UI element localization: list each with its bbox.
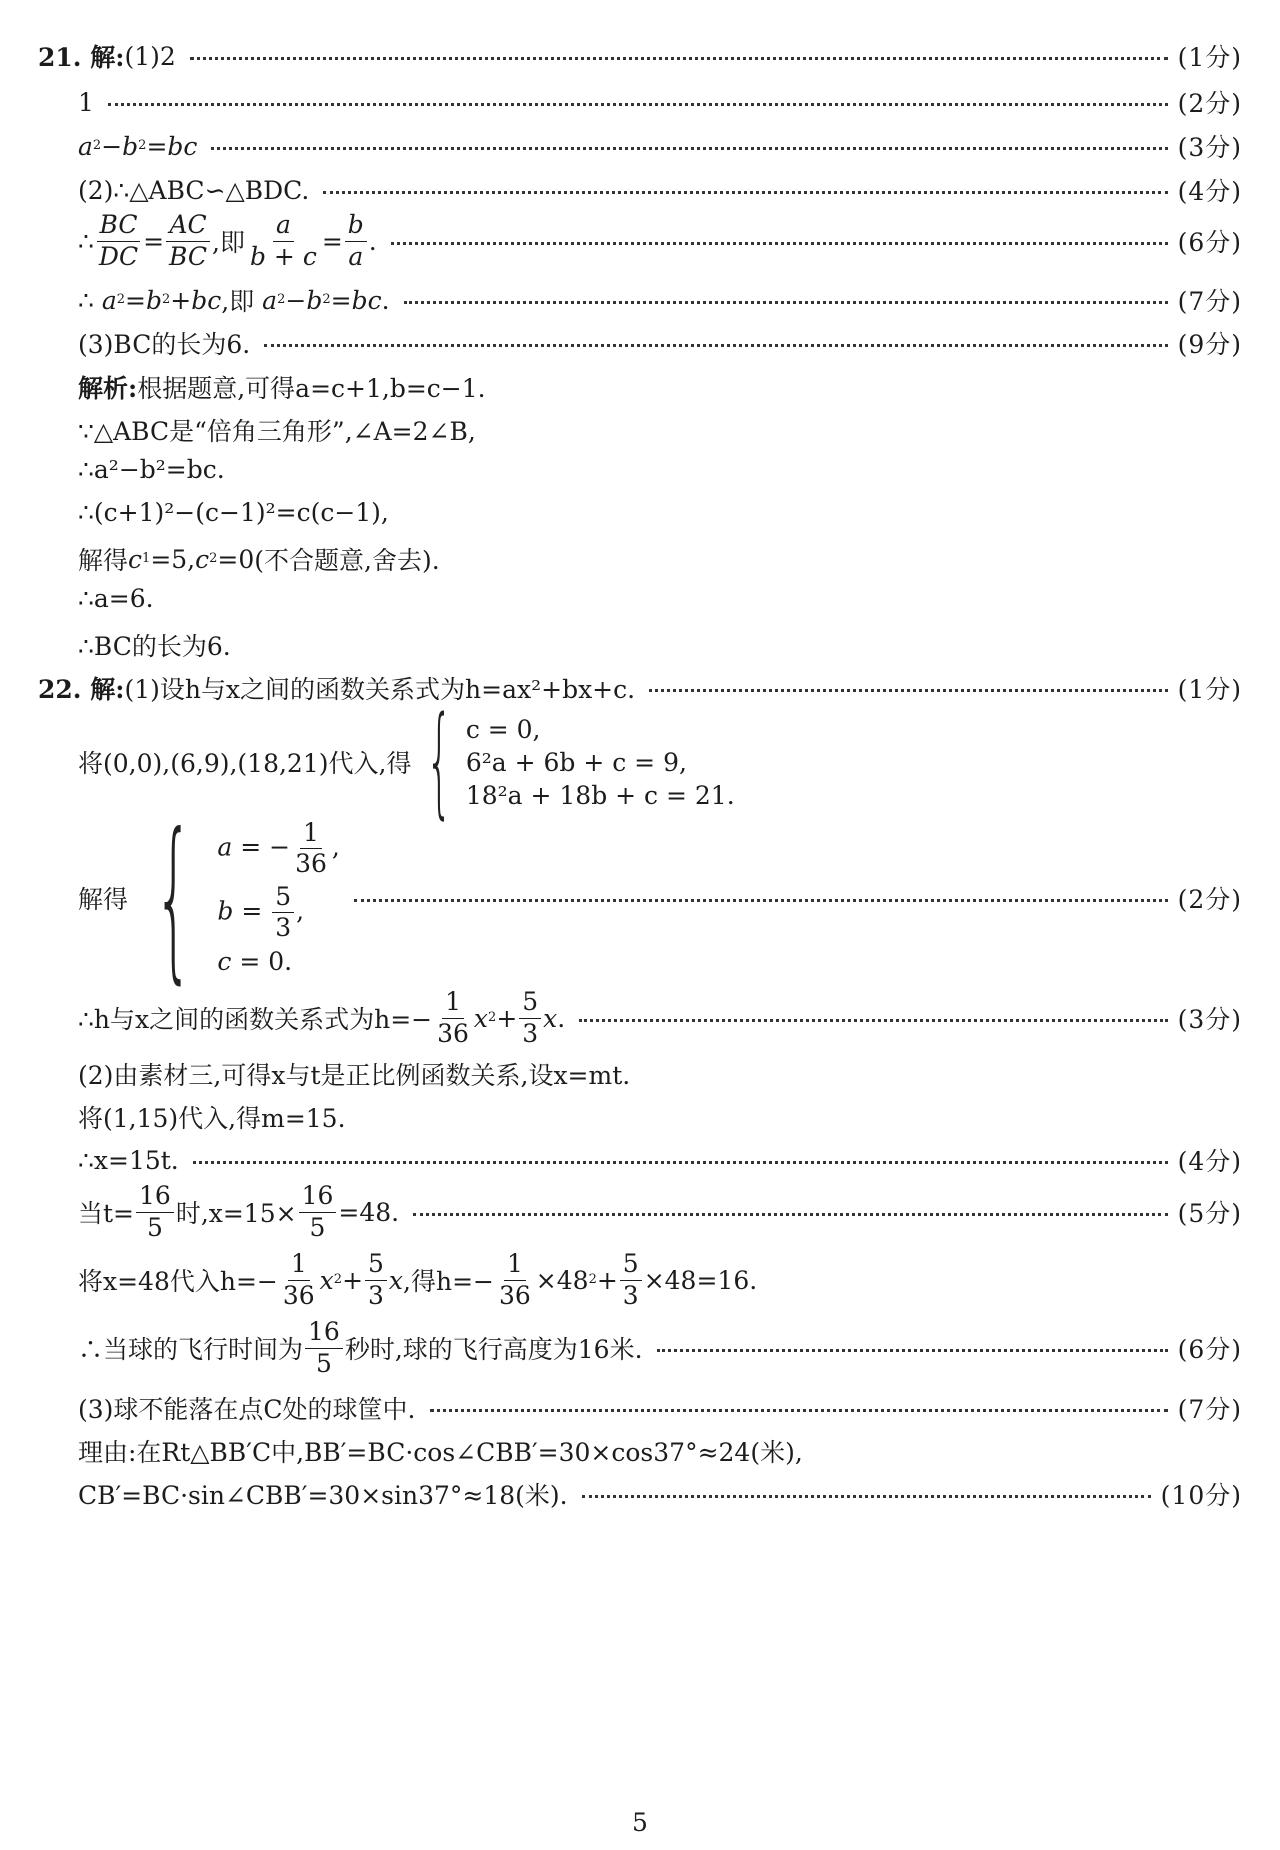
score: (6分) bbox=[1177, 1335, 1242, 1364]
score: (9分) bbox=[1177, 330, 1242, 359]
q21-analysis-6 bbox=[78, 584, 1242, 613]
analysis-text: ∴(c+1)²−(c−1)²=c(c−1), bbox=[78, 498, 389, 527]
score: (2分) bbox=[1177, 89, 1242, 118]
leader-dots bbox=[323, 191, 1167, 194]
q21-l1-text: (1)2 bbox=[124, 41, 176, 71]
leader-dots bbox=[413, 1213, 1167, 1216]
leader-dots bbox=[108, 103, 1168, 106]
score: (2分) bbox=[1177, 885, 1242, 914]
leader-dots bbox=[582, 1495, 1151, 1498]
leader-dots bbox=[430, 1409, 1168, 1412]
leader-dots bbox=[657, 1349, 1168, 1352]
q22-line-6 bbox=[78, 1142, 1242, 1178]
q22-l11-text: 理由:在Rt△BB′C中,BB′=BC·cos∠CBB′=30×cos37°≈24(米), bbox=[78, 1438, 803, 1467]
q21-line-5: ∴ $\frac{BC}{DC}$ = $\frac{AC}{BC}$ ,即 $\frac{a}{b + c}$ = $\frac{b}{a}$ . (6分) bbox=[78, 210, 1242, 271]
leader-dots bbox=[391, 242, 1168, 245]
q21-analysis-3 bbox=[78, 455, 1242, 484]
fraction: $\frac{b}{a}$ bbox=[345, 212, 367, 270]
score: (4分) bbox=[1177, 1147, 1242, 1176]
score: (5分) bbox=[1177, 1199, 1242, 1228]
analysis-text: ∴a²−b²=bc. bbox=[78, 455, 225, 484]
analysis-text: ∴a=6. bbox=[78, 584, 154, 613]
left-brace: { bbox=[426, 692, 453, 831]
left-brace: { bbox=[154, 796, 194, 1000]
equation-system: c = 0, 6²a + 6b + c = 9, 18²a + 18b + c = 21. bbox=[465, 714, 735, 810]
analysis-label: 解析: bbox=[78, 374, 138, 403]
q22-line-7: 当t= $\frac{16}{5}$ 时,x=15× $\frac{16}{5}$ =48. (5分) bbox=[78, 1181, 1242, 1242]
q21-line-3 bbox=[78, 128, 1242, 164]
solution-label: 解得 bbox=[78, 885, 129, 914]
q21-line-7 bbox=[78, 325, 1242, 361]
q21-l4-text: (2)∴△ABC∽△BDC. bbox=[78, 175, 310, 205]
q22-l6-text: ∴x=15t. bbox=[78, 1145, 179, 1175]
leader-dots bbox=[354, 899, 1168, 902]
q21-label: 21. 解: bbox=[38, 43, 125, 72]
q22-line-12 bbox=[78, 1476, 1242, 1512]
q21-analysis-5: 解得 c 1 =5, c 2 =0 (不合题意,舍去). bbox=[78, 544, 440, 575]
q21-analysis-1 bbox=[78, 369, 1242, 405]
analysis-text: 根据题意,可得a=c+1,b=c−1. bbox=[137, 374, 486, 403]
q22-system-1 bbox=[78, 692, 1242, 831]
q21-analysis-2 bbox=[78, 412, 1242, 448]
leader-dots bbox=[579, 1019, 1167, 1022]
score: (1分) bbox=[1177, 43, 1242, 72]
q21-analysis-7 bbox=[78, 627, 1242, 663]
q22-line-3: ∴h与x之间的函数关系式为h=− $\frac{1}{36}$ x 2 + $\frac{5}{3}$ x . (3分) bbox=[78, 987, 1242, 1048]
q22-line-10 bbox=[78, 1390, 1242, 1426]
q21-line-2 bbox=[78, 84, 1242, 120]
leader-dots bbox=[264, 344, 1167, 347]
score: (6分) bbox=[1177, 228, 1242, 257]
fraction: $\frac{BC}{DC}$ bbox=[96, 212, 141, 270]
q21-l7-text: (3)BC的长为6. bbox=[78, 330, 251, 359]
score: (7分) bbox=[1177, 287, 1242, 316]
q21-analysis-4 bbox=[78, 498, 1242, 527]
q22-l12-text: CB′=BC·sin∠CBB′=30×sin37°≈18(米). bbox=[78, 1481, 568, 1510]
q21-line-6 bbox=[78, 282, 1242, 318]
q22-line-11 bbox=[78, 1433, 1242, 1469]
q21-l2-text: 1 bbox=[78, 87, 94, 117]
q21-line-1 bbox=[38, 38, 1242, 74]
q22-line-8: 将x=48代入h=− $\frac{1}{36}$ x 2 + $\frac{5}{3}$ x ,得h=− $\frac{1}{36}$ ×48 2 + $\frac{5}{3}$ ×48=16. bbox=[78, 1249, 758, 1310]
leader-dots bbox=[649, 689, 1168, 692]
leader-dots bbox=[193, 1161, 1168, 1164]
q22-substitute-text: 将(0,0),(6,9),(18,21)代入,得 bbox=[78, 749, 412, 778]
q22-solution bbox=[78, 796, 1242, 1000]
score: (4分) bbox=[1177, 177, 1242, 206]
q22-l10-text: (3)球不能落在点C处的球筐中. bbox=[78, 1395, 416, 1424]
q22-label: 22. 解: bbox=[38, 675, 125, 704]
q21-l3-formula: a 2 − b 2 = bc bbox=[78, 131, 198, 161]
q22-line-5 bbox=[78, 1099, 1242, 1135]
q22-l4-text: (2)由素材三,可得x与t是正比例函数关系,设x=mt. bbox=[78, 1061, 631, 1090]
leader-dots bbox=[404, 301, 1168, 304]
solution-system: a = − $\frac{1}{36}$ , b = $\frac{5}{3}$ , c = 0. bbox=[217, 818, 340, 976]
leader-dots bbox=[190, 57, 1168, 60]
q21-line-4 bbox=[78, 172, 1242, 208]
q21-l6-formula: ∴ a 2 = b 2 + bc ,即 a 2 − b 2 = bc . bbox=[78, 285, 390, 316]
q22-l1-text: (1)设h与x之间的函数关系式为h=ax²+bx+c. bbox=[124, 675, 636, 704]
q22-line-4 bbox=[78, 1056, 1242, 1092]
score: (3分) bbox=[1177, 133, 1242, 162]
fraction: $\frac{AC}{BC}$ bbox=[166, 212, 210, 270]
therefore: ∴ bbox=[78, 226, 94, 256]
q22-line-1 bbox=[38, 670, 1242, 706]
leader-dots bbox=[211, 147, 1167, 150]
score: (3分) bbox=[1177, 1005, 1242, 1034]
page-number: 5 bbox=[632, 1808, 648, 1837]
score: (1分) bbox=[1177, 675, 1242, 704]
analysis-text: ∵△ABC是“倍角三角形”,∠A=2∠B, bbox=[78, 417, 476, 446]
analysis-text: ∴BC的长为6. bbox=[78, 632, 231, 661]
score: (10分) bbox=[1160, 1481, 1242, 1510]
q22-l5-text: 将(1,15)代入,得m=15. bbox=[78, 1104, 346, 1133]
fraction: $\frac{a}{b + c}$ bbox=[249, 210, 317, 271]
q22-line-9: ∴当球的飞行时间为 $\frac{16}{5}$ 秒时,球的飞行高度为16米. (6分) bbox=[78, 1317, 1242, 1378]
score: (7分) bbox=[1177, 1395, 1242, 1424]
